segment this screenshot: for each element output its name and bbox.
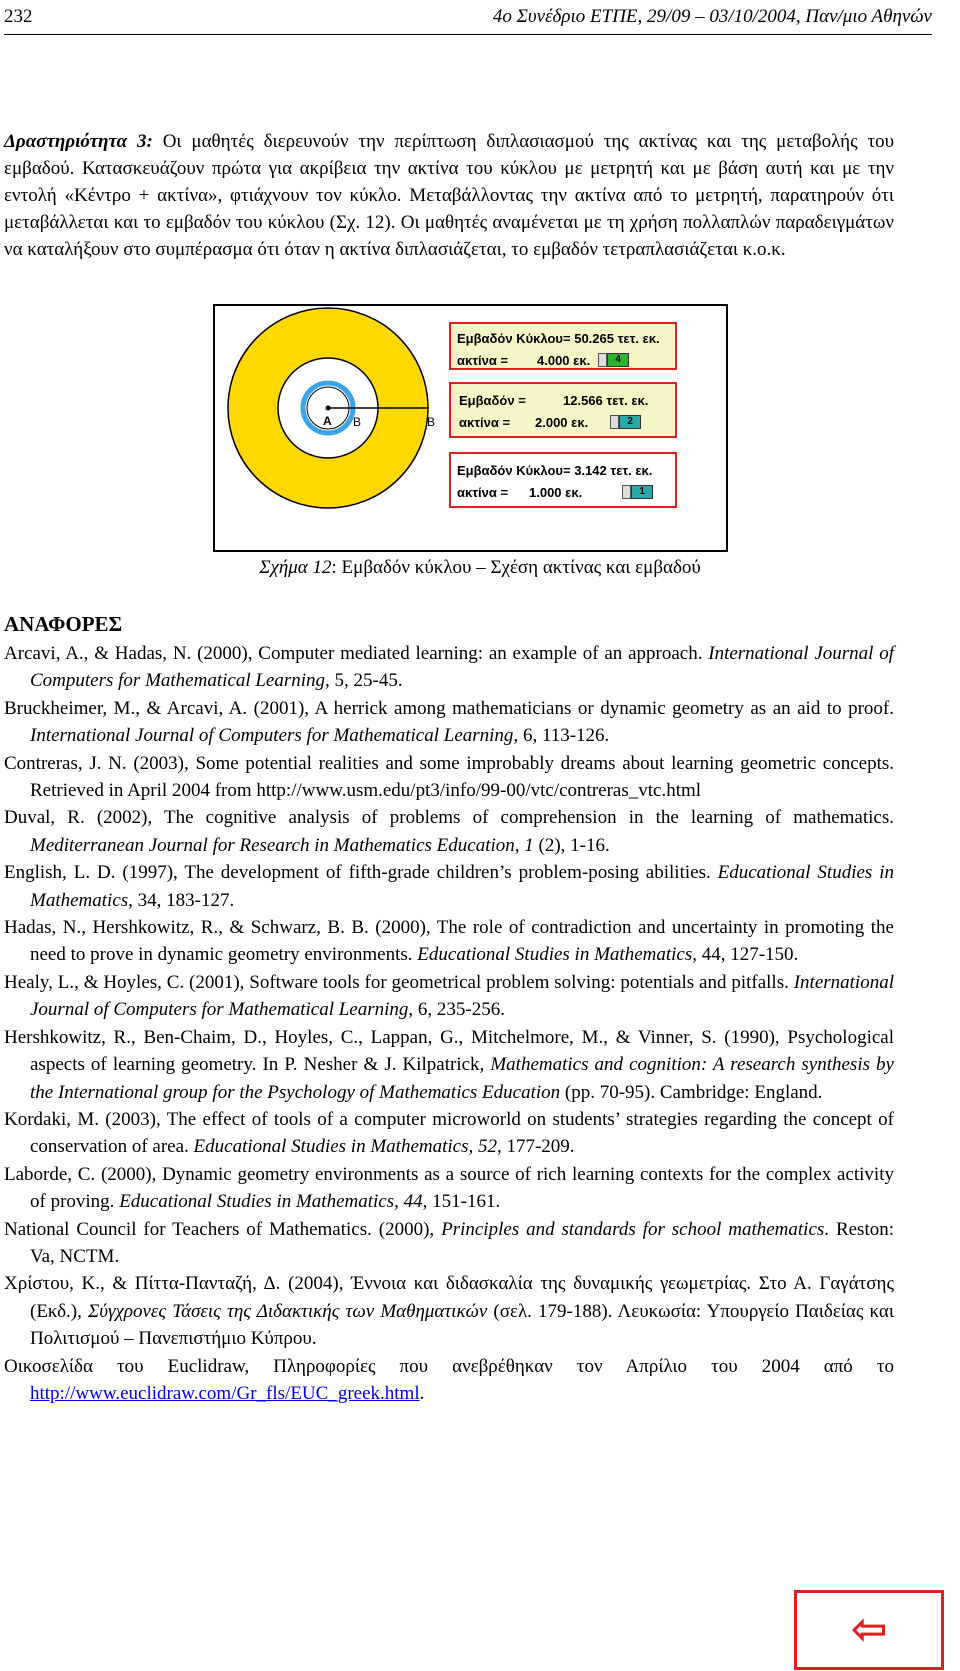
reference-item: Healy, L., & Hoyles, C. (2001), Software tools for geometrical problem solving: potentials and pitfalls. International Journal of Computers for Mathematical Learning, 6, 235-256. <box>4 971 894 1021</box>
reference-item: Kordaki, M. (2003), The effect of tools of a computer microworld on students’ strategies regarding the concept of conservation of area. Educational Studies in Mathematics, 52, 177-209. <box>4 1108 894 1158</box>
activity-lead: Δραστηριότητα 3: <box>4 131 153 152</box>
activity-body: Οι μαθητές διερευνούν την περίπτωση διπλασιασμού της ακτίνας και της μεταβολής του εμβαδού. Κατασκευάζουν πρώτα για ακρίβεια την ακτίνα του κύκλου με μετρητή και με βάση αυτή και με την εντολή «Κέντρο + ακτίνα», φτιάχνουν τον κύκλο. Μεταβάλλοντας την ακτίνα από το μετρητή, παρατηρούν ότι μεταβάλλεται και το εμβαδόν του κύκλου (Σχ. 12). Οι μαθητές αναμένεται με τη χρήση πολλαπλών παραδειγμάτων να καταλήξουν στο συμπέρασμα ότι όταν η ακτίνα διπλασιάζεται, το εμβαδόν τετραπλασιάζεται κ.ο.κ. <box>4 131 894 260</box>
reference-item: Bruckheimer, M., & Arcavi, A. (2001), A herrick among mathematicians or dynamic geometry as an aid to proof. International Journal of Computers for Mathematical Learning, 6, 113-126. <box>4 697 894 747</box>
info-box-3 <box>449 452 677 508</box>
back-arrow-icon: ⇦ <box>850 1604 888 1655</box>
page-number: 232 <box>4 6 33 27</box>
radius-value: 1.000 <box>529 484 562 500</box>
stepper-value: 2 <box>619 415 641 429</box>
reference-item: Οικοσελίδα του Euclidraw, Πληροφορίες που ανεβρέθηκαν τον Απρίλιο του 2004 από το http://www.euclidraw.com/Gr_fls/EUC_greek.html. <box>4 1355 894 1404</box>
stepper-arrows-icon[interactable] <box>622 485 631 499</box>
reference-item: National Council for Teachers of Mathematics. (2000), Principles and standards for school mathematics. Reston: Va, NCTM. <box>4 1218 895 1267</box>
area-unit: τετ. εκ. <box>617 330 660 346</box>
radius-stepper[interactable] <box>622 485 653 499</box>
reference-item: Contreras, J. N. (2003), Some potential realities and some improbably dreams about learning geometric concepts. Retrieved in April 2004 from http://www.usm.edu/pt3/info/99-00/vtc/contreras_vtc.html <box>4 752 894 802</box>
references-heading: ΑΝΑΦΟΡΕΣ <box>4 612 123 636</box>
stepper-arrows-icon[interactable] <box>598 353 607 367</box>
figure-12 <box>213 304 728 552</box>
radius-unit: εκ. <box>571 414 589 430</box>
stepper-value: 1 <box>631 485 653 499</box>
radius-unit: εκ. <box>565 484 583 500</box>
stepper-value: 4 <box>607 353 629 367</box>
back-button[interactable] <box>794 1590 944 1670</box>
radius-label: ακτίνα = <box>459 414 511 430</box>
euclidraw-link[interactable]: http://www.euclidraw.com/Gr_fls/EUC_greek.html <box>30 1382 420 1404</box>
caption-label: Σχήμα 12 <box>259 557 332 578</box>
area-value: 50.265 <box>574 330 614 346</box>
reference-item: Arcavi, A., & Hadas, N. (2000), Computer mediated learning: an example of an approach. International Journal of Computers for Mathematical Learning, 5, 25-45. <box>4 643 894 692</box>
reference-item: Laborde, C. (2000), Dynamic geometry environments as a source of rich learning contexts for the complex activity of proving. Educational Studies in Mathematics, 44, 151-161. <box>4 1163 894 1213</box>
radius-value: 2.000 <box>535 414 568 430</box>
reference-item: English, L. D. (1997), The development of fifth-grade children’s problem-posing abilities. Educational Studies in Mathematics, 34, 183-127. <box>4 862 894 911</box>
reference-item: Hershkowitz, R., Ben-Chaim, D., Hoyles, C., Lappan, G., Mitchelmore, M., & Vinner, S. (1990), Psychological aspects of learning geometry. In P. Nesher & J. Kilpatrick, Mathematics and cognition: A research synthesis by the International group for the Psychology of Mathematics Education (pp. 70-95). Cambridge: England. <box>4 1026 894 1103</box>
area-value: 3.142 <box>574 462 607 478</box>
info-box-1 <box>449 322 677 370</box>
reference-item: Χρίστου, Κ., & Πίττα-Πανταζή, Δ. (2004), Έννοια και διδασκαλία της δυναμικής γεωμετρίας. Στο Α. Γαγάτσης (Εκδ.), Σύγχρονες Τάσεις της Διδακτικής των Μαθηματικών (σελ. 179-188). Λευκωσία: Υπουργείο Παιδείας και Πολιτισμού – Πανεπιστήμιο Κύπρου. <box>4 1273 894 1350</box>
area-label: Εμβαδόν Κύκλου= <box>457 462 571 478</box>
area-label: Εμβαδόν Κύκλου= <box>457 330 571 346</box>
stepper-arrows-icon[interactable] <box>610 415 619 429</box>
area-value: 12.566 <box>563 392 603 408</box>
references-list <box>4 640 894 1407</box>
radius-stepper[interactable] <box>610 415 641 429</box>
page-header <box>4 0 932 35</box>
point-a-label: A <box>323 414 332 428</box>
point-b-label: B <box>353 415 362 429</box>
activity-paragraph <box>4 128 894 263</box>
caption-text: : Εμβαδόν κύκλου – Σχέση ακτίνας και εμβαδού <box>331 557 701 578</box>
radius-label: ακτίνα = <box>457 484 509 500</box>
figure-caption <box>0 557 960 579</box>
info-box-2 <box>449 382 677 438</box>
area-label: Εμβαδόν = <box>459 392 526 408</box>
center-point <box>326 406 331 411</box>
reference-item: Duval, R. (2002), The cognitive analysis of problems of comprehension in the learning of mathematics. Mediterranean Journal for Research in Mathematics Education, 1 (2), 1-16. <box>4 807 894 856</box>
area-unit: τετ. εκ. <box>610 462 653 478</box>
point-b-outer-label: B <box>427 415 436 429</box>
radius-value: 4.000 <box>537 352 570 368</box>
area-unit: τετ. εκ. <box>606 392 649 408</box>
reference-item: Hadas, N., Hershkowitz, R., & Schwarz, B. B. (2000), The role of contradiction and uncertainty in promoting the need to prove in dynamic geometry environments. Educational Studies in Mathematics, 44, 127-150. <box>4 917 894 966</box>
radius-stepper[interactable] <box>598 353 629 367</box>
radius-label: ακτίνα = <box>457 352 509 368</box>
radius-unit: εκ. <box>573 352 591 368</box>
conference-title: 4ο Συνέδριο ΕΤΠΕ, 29/09 – 03/10/2004, Παν/μιο Αθηνών <box>492 6 932 27</box>
